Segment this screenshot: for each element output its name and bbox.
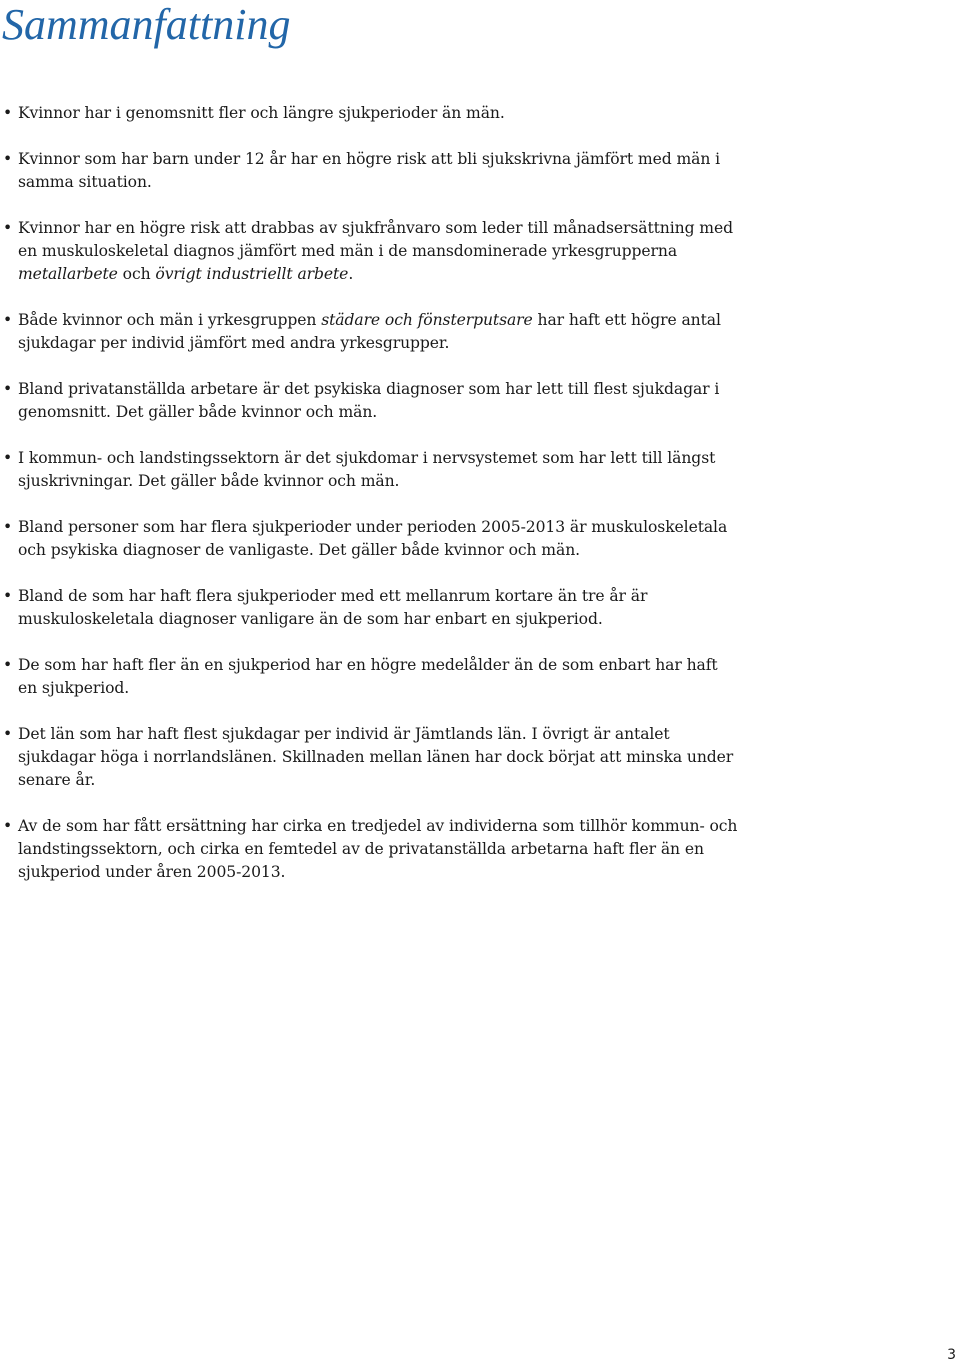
bullet-text: [18, 150, 720, 191]
bullet-text: [18, 725, 733, 789]
summary-bullet-item: [0, 217, 740, 286]
page-title: Sammanfattning: [2, 0, 291, 49]
bullet-text-segment: Bland personer som har flera sjukperioder under perioden 2005-2013 är muskuloskeletala och psykiska diagnoser de vanligaste. Det gäller både kvinnor och män.: [18, 518, 728, 559]
bullet-text-segment: har haft ett högre antal sjukdagar per individ jämfört med andra yrkesgrupper.: [18, 311, 721, 352]
bullet-text-segment: .: [348, 265, 354, 283]
bullet-text-segment: Bland privatanställda arbetare är det psykiska diagnoser som har lett till flest sjukdagar i genomsnitt. Det gäller både kvinnor och män.: [18, 380, 720, 421]
bullet-text: [18, 587, 647, 628]
bullet-text: [18, 817, 737, 881]
bullet-dot-icon: •: [3, 311, 13, 329]
bullet-text-segment: De som har haft fler än en sjukperiod har en högre medelålder än de som enbart har haft en sjukperiod.: [18, 656, 718, 697]
bullet-text-segment: Både kvinnor och män i yrkesgruppen: [18, 311, 322, 329]
bullet-dot-icon: •: [3, 817, 13, 835]
bullet-dot-icon: •: [3, 656, 13, 674]
bullet-text: [18, 380, 719, 421]
summary-bullet-item: [0, 516, 740, 562]
bullet-text: [18, 656, 718, 697]
bullet-dot-icon: •: [3, 150, 13, 168]
summary-bullet-item: [0, 309, 740, 355]
bullet-text: [18, 219, 733, 283]
bullet-text-segment: Det län som har haft flest sjukdagar per individ är Jämtlands län. I övrigt är antalet sjukdagar höga i norrlandslänen. Skillnaden mellan länen har dock börjat att minska under senare år.: [18, 725, 734, 789]
summary-bullet-item: [0, 654, 740, 700]
summary-bullet-item: [0, 815, 740, 884]
bullet-text-segment: och: [117, 265, 156, 283]
bullet-dot-icon: •: [3, 104, 13, 122]
bullet-dot-icon: •: [3, 219, 13, 237]
bullet-dot-icon: •: [3, 518, 13, 536]
bullet-dot-icon: •: [3, 449, 13, 467]
summary-bullet-item: [0, 723, 740, 792]
summary-bullet-item: [0, 585, 740, 631]
summary-bullet-item: [0, 378, 740, 424]
page-number: 3: [947, 1347, 956, 1363]
bullet-dot-icon: •: [3, 587, 13, 605]
bullet-text-segment: Kvinnor har i genomsnitt fler och längre sjukperioder än män.: [18, 104, 505, 122]
bullet-text-italic: övrigt industriellt arbete: [155, 265, 349, 283]
bullet-text: [18, 449, 715, 490]
summary-bullet-item: [0, 447, 740, 493]
bullet-text: [18, 518, 727, 559]
bullet-text-italic: metallarbete: [18, 265, 118, 283]
bullet-dot-icon: •: [3, 725, 13, 743]
bullet-text-segment: Av de som har fått ersättning har cirka en tredjedel av individerna som tillhör kommun- och landstingssektorn, och cirka en femtedel av de privatanställda arbetarna haft fler än en sjukperiod under åren 2005-2013.: [18, 817, 738, 881]
bullet-text-segment: I kommun- och landstingssektorn är det sjukdomar i nervsystemet som har lett till längst sjuskrivningar. Det gäller både kvinnor och män.: [18, 449, 716, 490]
bullet-text-italic: städare och fönsterputsare: [321, 311, 533, 329]
bullet-dot-icon: •: [3, 380, 13, 398]
bullet-text: [18, 104, 505, 122]
bullet-text-segment: Bland de som har haft flera sjukperioder med ett mellanrum kortare än tre år är muskuloskeletala diagnoser vanligare än de som har enbart en sjukperiod.: [18, 587, 648, 628]
summary-bullet-item: [0, 148, 740, 194]
bullet-text-segment: Kvinnor som har barn under 12 år har en högre risk att bli sjukskrivna jämfört med män i samma situation.: [18, 150, 721, 191]
bullet-text: [18, 311, 721, 352]
summary-bullet-list: [0, 102, 740, 907]
summary-bullet-item: [0, 102, 740, 125]
bullet-text-segment: Kvinnor har en högre risk att drabbas av sjukfrånvaro som leder till månadsersättning med en muskuloskeletal diagnos jämfört med män i de mansdominerade yrkesgrupperna: [18, 219, 734, 260]
